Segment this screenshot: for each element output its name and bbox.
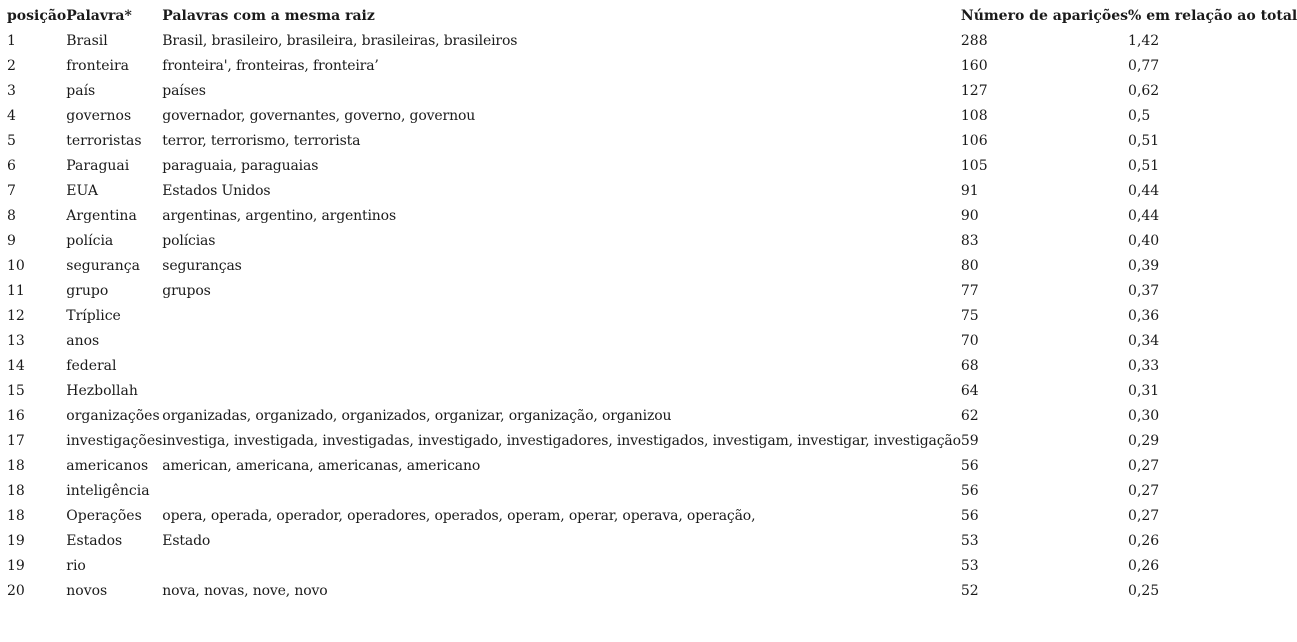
cell-same-root-words: seguranças xyxy=(162,258,242,274)
table-header-row xyxy=(7,4,1297,29)
cell-same-root-words: Estados Unidos xyxy=(162,183,271,199)
cell-word: EUA xyxy=(66,183,98,199)
table-row xyxy=(7,554,1297,579)
cell-same-root-words: argentinas, argentino, argentinos xyxy=(162,208,396,224)
cell-same-root-words: terror, terrorismo, terrorista xyxy=(162,133,361,149)
cell-word: Tríplice xyxy=(66,308,121,324)
cell-same-root-words: países xyxy=(162,83,206,99)
cell-percent-of-total: 0,27 xyxy=(1128,508,1160,524)
table-row xyxy=(7,504,1297,529)
cell-percent-of-total: 0,62 xyxy=(1128,83,1160,99)
header-percent-of-total: % em relação ao total xyxy=(1128,8,1297,24)
cell-position: 12 xyxy=(7,308,25,324)
table-row xyxy=(7,79,1297,104)
cell-occurrence-count: 53 xyxy=(960,558,979,574)
cell-position: 5 xyxy=(7,133,16,149)
cell-position: 11 xyxy=(7,283,25,299)
cell-position: 13 xyxy=(7,333,25,349)
cell-word: governos xyxy=(66,108,132,124)
cell-word: Brasil xyxy=(66,33,108,49)
cell-percent-of-total: 0,44 xyxy=(1128,183,1160,199)
cell-percent-of-total: 0,33 xyxy=(1128,358,1160,374)
cell-position: 14 xyxy=(7,358,25,374)
cell-word: organizações xyxy=(66,408,160,424)
cell-word: anos xyxy=(66,333,100,349)
table-body xyxy=(7,29,1297,604)
header-position: posição xyxy=(7,8,67,24)
cell-percent-of-total: 0,51 xyxy=(1128,133,1160,149)
cell-occurrence-count: 59 xyxy=(960,433,979,449)
cell-same-root-words: organizadas, organizado, organizados, organizar, organização, organizou xyxy=(162,408,672,424)
table-row xyxy=(7,229,1297,254)
cell-occurrence-count: 160 xyxy=(960,58,988,74)
table-row xyxy=(7,404,1297,429)
cell-position: 18 xyxy=(7,458,25,474)
cell-percent-of-total: 0,77 xyxy=(1128,58,1160,74)
cell-occurrence-count: 108 xyxy=(960,108,988,124)
cell-word: novos xyxy=(66,583,108,599)
cell-same-root-words: polícias xyxy=(162,233,216,249)
cell-occurrence-count: 91 xyxy=(960,183,979,199)
cell-position: 18 xyxy=(7,483,25,499)
cell-word: país xyxy=(66,83,96,99)
cell-occurrence-count: 56 xyxy=(960,483,979,499)
cell-percent-of-total: 0,39 xyxy=(1128,258,1160,274)
table-row xyxy=(7,29,1297,54)
cell-occurrence-count: 56 xyxy=(960,458,979,474)
table-row xyxy=(7,204,1297,229)
cell-occurrence-count: 75 xyxy=(960,308,979,324)
cell-same-root-words xyxy=(162,329,961,354)
cell-word: inteligência xyxy=(66,483,150,499)
table-row xyxy=(7,129,1297,154)
table-row xyxy=(7,254,1297,279)
cell-percent-of-total: 0,34 xyxy=(1128,333,1160,349)
cell-occurrence-count: 90 xyxy=(960,208,979,224)
cell-word: segurança xyxy=(66,258,140,274)
cell-position: 7 xyxy=(7,183,16,199)
cell-word: grupo xyxy=(66,283,109,299)
cell-occurrence-count: 53 xyxy=(960,533,979,549)
table-row xyxy=(7,54,1297,79)
table-row xyxy=(7,179,1297,204)
cell-word: polícia xyxy=(66,233,114,249)
table-row xyxy=(7,154,1297,179)
cell-occurrence-count: 106 xyxy=(960,133,988,149)
table-row xyxy=(7,454,1297,479)
cell-position: 3 xyxy=(7,83,16,99)
cell-occurrence-count: 105 xyxy=(960,158,988,174)
cell-same-root-words: nova, novas, nove, novo xyxy=(162,583,328,599)
header-word: Palavra* xyxy=(66,8,132,24)
cell-percent-of-total: 0,36 xyxy=(1128,308,1160,324)
table-row xyxy=(7,579,1297,604)
table-row xyxy=(7,479,1297,504)
cell-same-root-words: investiga, investigada, investigadas, investigado, investigadores, investigados, investigam, investigar, investigação xyxy=(162,433,961,449)
cell-word: federal xyxy=(66,358,117,374)
cell-position: 1 xyxy=(7,33,16,49)
cell-word: Hezbollah xyxy=(66,383,138,399)
cell-same-root-words: Estado xyxy=(162,533,211,549)
cell-percent-of-total: 0,27 xyxy=(1128,458,1160,474)
cell-percent-of-total: 0,25 xyxy=(1128,583,1160,599)
cell-occurrence-count: 62 xyxy=(960,408,979,424)
cell-percent-of-total: 0,5 xyxy=(1128,108,1151,124)
cell-occurrence-count: 83 xyxy=(960,233,979,249)
cell-position: 9 xyxy=(7,233,16,249)
header-occurrence-count: Número de aparições xyxy=(960,8,1129,24)
cell-occurrence-count: 77 xyxy=(960,283,979,299)
cell-same-root-words: governador, governantes, governo, governou xyxy=(162,108,476,124)
table-row xyxy=(7,429,1297,454)
cell-occurrence-count: 68 xyxy=(960,358,979,374)
cell-same-root-words: fronteira', fronteiras, fronteira’ xyxy=(162,58,379,74)
cell-same-root-words xyxy=(162,304,961,329)
cell-percent-of-total: 1,42 xyxy=(1128,33,1160,49)
cell-occurrence-count: 70 xyxy=(960,333,979,349)
cell-position: 15 xyxy=(7,383,25,399)
word-frequency-table xyxy=(7,4,1297,604)
cell-same-root-words xyxy=(162,379,961,404)
cell-position: 8 xyxy=(7,208,16,224)
cell-percent-of-total: 0,40 xyxy=(1128,233,1160,249)
cell-same-root-words xyxy=(162,354,961,379)
cell-position: 19 xyxy=(7,533,25,549)
cell-position: 2 xyxy=(7,58,16,74)
cell-word: Operações xyxy=(66,508,142,524)
cell-position: 17 xyxy=(7,433,25,449)
cell-occurrence-count: 127 xyxy=(960,83,988,99)
cell-same-root-words: paraguaia, paraguaias xyxy=(162,158,319,174)
table-row xyxy=(7,529,1297,554)
cell-occurrence-count: 64 xyxy=(960,383,979,399)
cell-word: fronteira xyxy=(66,58,130,74)
cell-percent-of-total: 0,44 xyxy=(1128,208,1160,224)
cell-word: americanos xyxy=(66,458,149,474)
cell-position: 19 xyxy=(7,558,25,574)
cell-word: Estados xyxy=(66,533,123,549)
cell-percent-of-total: 0,51 xyxy=(1128,158,1160,174)
cell-same-root-words: Brasil, brasileiro, brasileira, brasileiras, brasileiros xyxy=(162,33,518,49)
cell-word: Argentina xyxy=(66,208,137,224)
cell-percent-of-total: 0,29 xyxy=(1128,433,1160,449)
table-row xyxy=(7,354,1297,379)
cell-occurrence-count: 80 xyxy=(960,258,979,274)
table-row xyxy=(7,279,1297,304)
cell-percent-of-total: 0,37 xyxy=(1128,283,1160,299)
cell-word: investigações xyxy=(66,433,163,449)
cell-same-root-words xyxy=(162,554,961,579)
cell-occurrence-count: 56 xyxy=(960,508,979,524)
cell-word: Paraguai xyxy=(66,158,130,174)
cell-same-root-words: opera, operada, operador, operadores, operados, operam, operar, operava, operação, xyxy=(162,508,756,524)
cell-same-root-words xyxy=(162,479,961,504)
cell-position: 16 xyxy=(7,408,25,424)
cell-position: 18 xyxy=(7,508,25,524)
cell-position: 10 xyxy=(7,258,25,274)
cell-percent-of-total: 0,30 xyxy=(1128,408,1160,424)
header-same-root-words: Palavras com a mesma raiz xyxy=(162,8,375,24)
cell-percent-of-total: 0,26 xyxy=(1128,558,1160,574)
table-row xyxy=(7,379,1297,404)
table-row xyxy=(7,329,1297,354)
cell-same-root-words: american, americana, americanas, americano xyxy=(162,458,481,474)
table-row xyxy=(7,304,1297,329)
cell-same-root-words: grupos xyxy=(162,283,211,299)
cell-percent-of-total: 0,31 xyxy=(1128,383,1160,399)
cell-word: rio xyxy=(66,558,86,574)
cell-occurrence-count: 52 xyxy=(960,583,979,599)
cell-word: terroristas xyxy=(66,133,142,149)
cell-position: 6 xyxy=(7,158,16,174)
cell-percent-of-total: 0,27 xyxy=(1128,483,1160,499)
cell-position: 4 xyxy=(7,108,16,124)
cell-percent-of-total: 0,26 xyxy=(1128,533,1160,549)
cell-occurrence-count: 288 xyxy=(960,33,988,49)
cell-position: 20 xyxy=(7,583,25,599)
table-row xyxy=(7,104,1297,129)
